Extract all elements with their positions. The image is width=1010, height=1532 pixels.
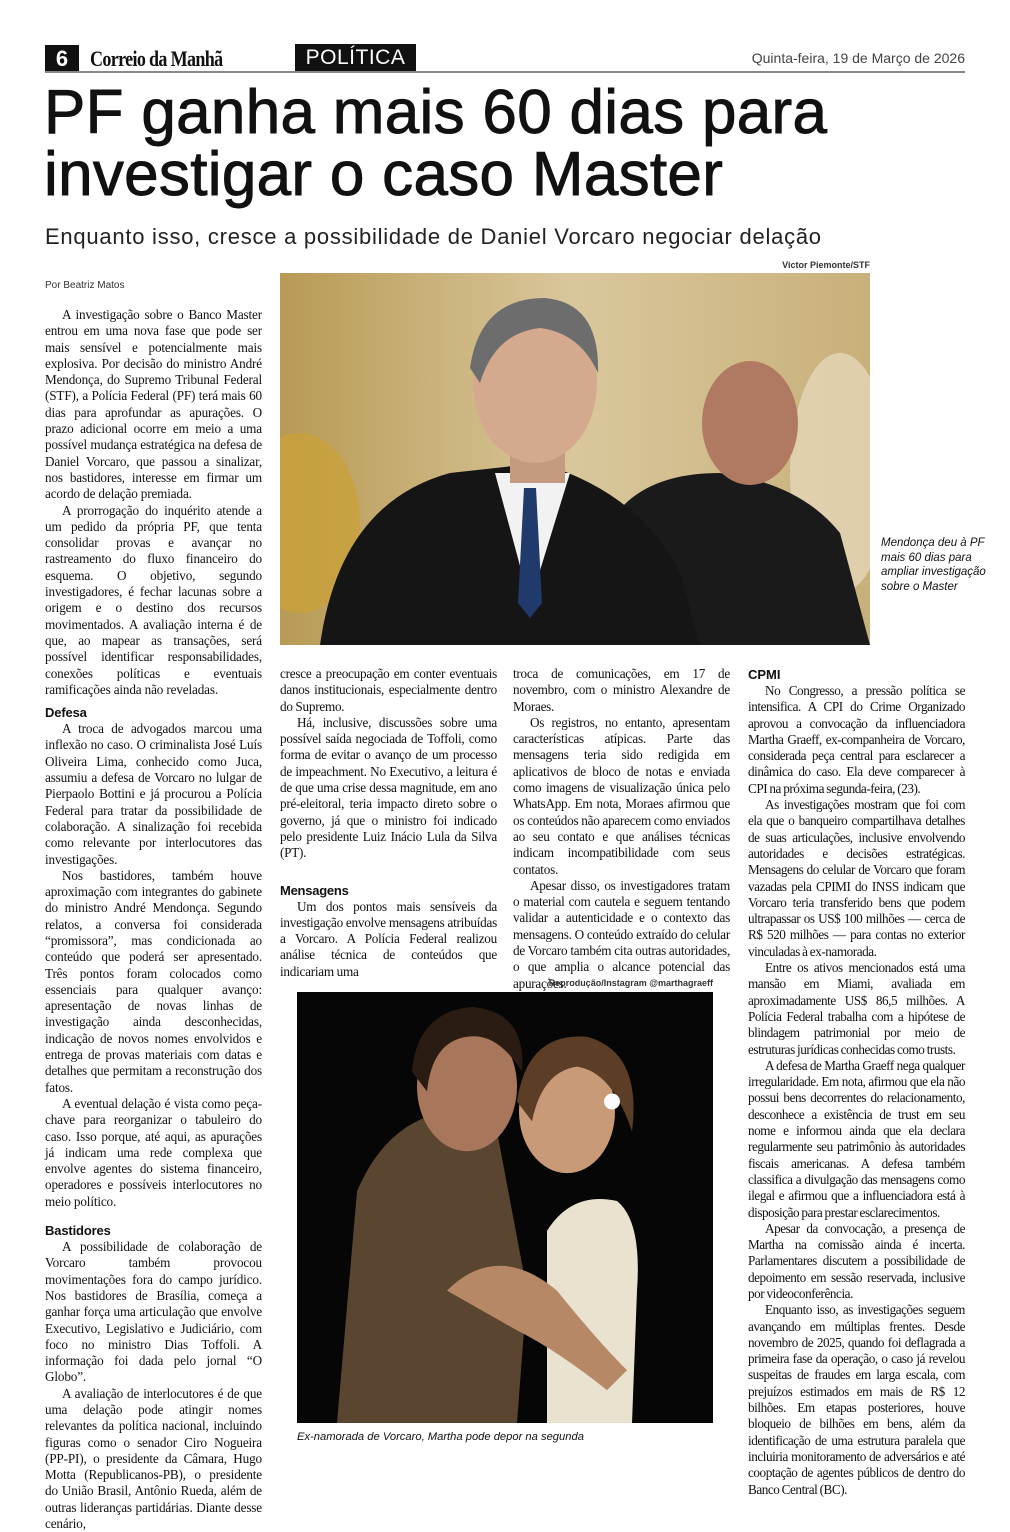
paragraph: Apesar da convocação, a presença de Martha na comissão ainda é incerta. Parlamentares discutem a possibilidade de depoimento em sessão reservada, inclusive por videoconferência. xyxy=(748,1220,965,1301)
subheadline: Enquanto isso, cresce a possibilidade de Daniel Vorcaro negociar delação xyxy=(45,224,822,249)
paragraph: Os registros, no entanto, apresentam características atípicas. Parte das mensagens teria sido redigida em aplicativos de bloco de notas e enviada como imagens de visualização única pelo WhatsApp. Em nota, Moraes afirmou que os conteúdos não aparecem como enviados ao seu contato e que análises técnicas indicam incompatibilidade com seus contatos. xyxy=(513,714,730,877)
section-heading-defesa: Defesa xyxy=(45,705,87,721)
article-column-4 xyxy=(748,666,965,1498)
photo-credit: Reprodução/Instagram @marthagraeff xyxy=(548,978,713,988)
paragraph: A eventual delação é vista como peça-chave para reorganizar o tabuleiro do caso. Isso porque, até aqui, as apurações já indicam uma rede complexa que envolve agentes do sistema financeiro, operadores e possíveis interlocutores no meio político. xyxy=(45,1095,262,1209)
paragraph: A possibilidade de colaboração de Vorcaro também provocou movimentações fora do campo jurídico. Nos bastidores de Brasília, começa a ganhar força uma articulação que envolve Executivo, Legislativo e Judiciário, com foco no ministro Dias Toffoli. A informação foi dada pelo jornal “O Globo”. xyxy=(45,1239,262,1385)
photo-martha-graeff xyxy=(297,992,713,1423)
paragraph: Apesar disso, os investigadores tratam o material com cautela e seguem tentando validar a autenticidade e o contexto das mensagens. O conteúdo extraído do celular de Vorcaro também cita outras autoridades, o que amplia o alcance potencial das apurações. xyxy=(513,877,730,991)
headline xyxy=(44,78,974,209)
newspaper-name: Correio da Manhã xyxy=(90,46,223,71)
paragraph: A prorrogação do inquérito atende a um pedido da própria PF, que tenta consolidar provas e avançar no rastreamento do fluxo financeiro do esquema. O objetivo, segundo investigadores, é fechar lacunas sobre a origem e o destino dos recursos movimentados. A avaliação interna é de que, ao mapear as transações, será possível identificar responsabilidades, conexões políticas e eventuais ramificações ainda não reveladas. xyxy=(45,502,262,697)
photo-caption: Mendonça deu à PF mais 60 dias para ampliar investigação sobre o Master xyxy=(881,537,986,593)
section-heading-cpmi: CPMI xyxy=(748,667,781,682)
paragraph: Um dos pontos mais sensíveis da investigação envolve mensagens atribuídas a Vorcaro. A Polícia Federal realizou análise técnica de conteúdos que indicariam uma xyxy=(280,898,497,979)
paragraph: Entre os ativos mencionados está uma mansão em Miami, avaliada em aproximadamente US$ 86,5 milhões. A Polícia Federal trabalha com a hipótese de blindagem patrimonial por meio de estruturas jurídicas conhecidas como trusts. xyxy=(748,960,965,1057)
issue-date: Quinta-feira, 19 de Março de 2026 xyxy=(751,50,965,66)
paragraph: No Congresso, a pressão política se intensifica. A CPI do Crime Organizado aprovou a convocação da influenciadora Martha Graeff, ex-companheira de Vorcaro, considerada peça central para esclarecer a dinâmica do caso. Ela deve comparecer à CPI na próxima segunda-feira, (23). xyxy=(748,683,965,796)
paragraph: A avaliação de interlocutores é de que uma delação pode atingir nomes relevantes da política nacional, incluindo figuras como o senador Ciro Nogueira (PP-PI), o presidente da Câmara, Hugo Motta (Republicanos-PB), o presidente do União Brasil, Antônio Rueda, além de outras lideranças partidárias. Diante desse cenário, xyxy=(45,1385,262,1532)
section-label: POLÍTICA xyxy=(295,44,416,72)
paragraph: cresce a preocupação em conter eventuais danos institucionais, especialmente dentro do Supremo. xyxy=(280,666,497,714)
headline-line-2: investigar o caso Master xyxy=(44,140,724,209)
paragraph: A defesa de Martha Graeff nega qualquer irregularidade. Em nota, afirmou que ela não possui bens decorrentes do relacionamento, desconhece a existência de trust em seu nome e informou ainda que ela declara regularmente seu patrimônio às autoridades fiscais americanas. A defesa também classifica a divulgação das mensagens como ilegal e afirmou que a influenciadora está à disposição para prestar esclarecimentos. xyxy=(748,1057,965,1220)
page-number: 6 xyxy=(45,45,79,72)
article-column-3 xyxy=(513,666,730,992)
article-column-2 xyxy=(280,666,497,980)
byline: Por Beatriz Matos xyxy=(45,280,125,291)
article-column-1 xyxy=(45,307,262,1532)
header-divider xyxy=(45,71,965,73)
photo-credit: Victor Piemonte/STF xyxy=(782,260,870,270)
paragraph: A investigação sobre o Banco Master entrou em uma nova fase que pode ser mais sensível e potencialmente mais explosiva. Por decisão do ministro André Mendonça, do Supremo Tribunal Federal (STF), a Polícia Federal (PF) terá mais 60 dias para aprofundar as apurações. O prazo adicional ocorre em meio a uma possível mudança estratégica na defesa de Daniel Vorcaro, que passou a sinalizar, nos bastidores, interesse em firmar um acordo de delação premiada. xyxy=(45,307,262,502)
photo-mendonca xyxy=(280,273,870,645)
section-heading-bastidores: Bastidores xyxy=(45,1223,111,1239)
paragraph: Nos bastidores, também houve aproximação com integrantes do gabinete do ministro André Mendonça. Segundo relatos, a conversa foi considerada “promissora”, mas condicionada ao conteúdo que poderá ser apresentado. Três pontos foram colocados como essenciais para qualquer avanço: apresentação de novas linhas de investigação ainda desconhecidas, indicação de novos nomes envolvidos e entrega de provas materiais com datas e detalhes que permitam a reconstrução dos fatos. xyxy=(45,867,262,1095)
paragraph: As investigações mostram que foi com ela que o banqueiro compartilhava detalhes de suas articulações, inclusive envolvendo autoridades e decisões estratégicas. Mensagens do celular de Vorcaro que foram vazadas pela CPIMI do INSS indicam que Vorcaro teria transferido bens que podem ultrapassar os US$ 100 milhões — cerca de R$ 520 milhões — para contas no exterior vinculadas à ex-namorada. xyxy=(748,797,965,959)
section-heading-mensagens: Mensagens xyxy=(280,882,349,898)
headline-line-1: PF ganha mais 60 dias para xyxy=(44,78,828,147)
paragraph: troca de comunicações, em 17 de novembro, com o ministro Alexandre de Moraes. xyxy=(513,666,730,714)
paragraph: Enquanto isso, as investigações seguem avançando em múltiplas frentes. Desde novembro de 2025, quando foi deflagrada a primeira fase da operação, o caso já revelou suspeitas de fraudes em larga escala, com prejuízos estimados em mais de R$ 12 bilhões. Em etapas posteriores, houve bloqueio de bilhões em bens, além da identificação de uma estrutura paralela que incluiria monitoramento de adversários e até cooptação de agentes públicos de dentro do Banco Central (BC). xyxy=(748,1302,965,1497)
photo-caption: Ex-namorada de Vorcaro, Martha pode depor na segunda xyxy=(297,1431,584,1443)
paragraph: A troca de advogados marcou uma inflexão no caso. O criminalista José Luís Oliveira Lima, conhecido como Juca, assumiu a defesa de Vorcaro no lulgar de Pierpaolo Bottini e já procurou a Polícia Federal para tratar da possibilidade de colaboração. A sinalização foi recebida como relevante por interlocutores das investigações. xyxy=(45,721,262,867)
paragraph: Há, inclusive, discussões sobre uma possível saída negociada de Toffoli, como forma de evitar o avanço de um processo de impeachment. No Executivo, a leitura é de que uma crise dessa magnitude, em ano pré-eleitoral, teria impacto direto sobre o governo, já que o ministro foi indicado pelo presidente Luiz Inácio Lula da Silva (PT). xyxy=(280,714,497,861)
